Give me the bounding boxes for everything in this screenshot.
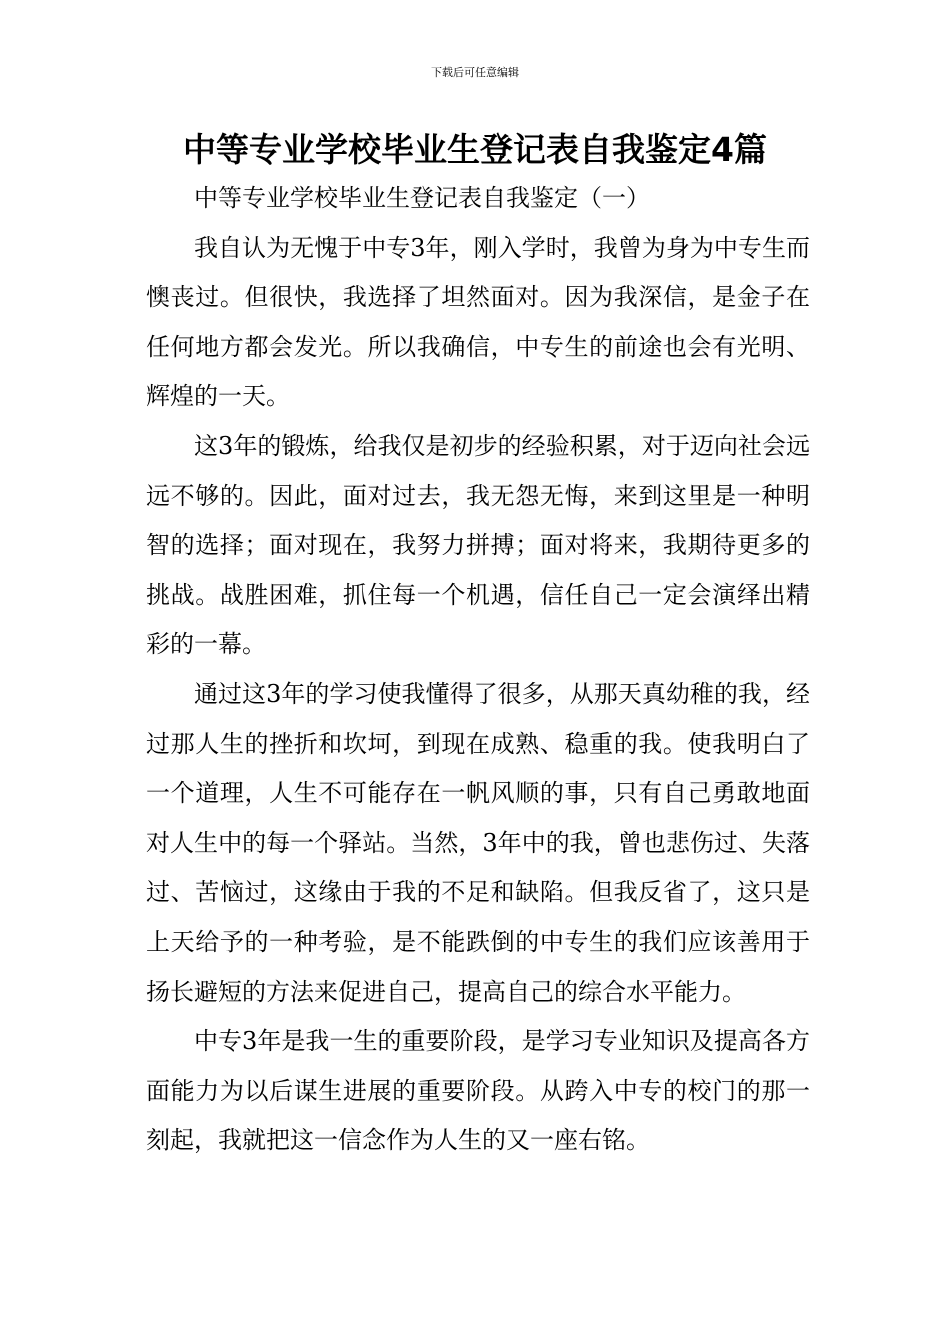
paragraph: 通过这3年的学习使我懂得了很多，从那天真幼稚的我，经过那人生的挫折和坎坷，到现在成熟、稳重的我。使我明白了一个道理，人生不可能存在一帆风顺的事，只有自己勇敢地面对人生中的每一个驿站。当然，3年中的我，曾也悲伤过、失落过、苦恼过，这缘由于我的不足和缺陷。但我反省了，这只是上天给予的一种考验，是不能跌倒的中专生的我们应该善用于扬长避短的方法来促进自己，提高自己的综合水平能力。: [146, 679, 810, 1006]
document-body: [146, 174, 810, 1166]
paragraph: 我自认为无愧于中专3年，刚入学时，我曾为身为中专生而懊丧过。但很快，我选择了坦然面对。因为我深信，是金子在任何地方都会发光。所以我确信，中专生的前途也会有光明、辉煌的一天。: [146, 233, 810, 411]
section-heading: 中等专业学校毕业生登记表自我鉴定（一）: [194, 184, 650, 212]
paragraph: 中专3年是我一生的重要阶段，是学习专业知识及提高各方面能力为以后谋生进展的重要阶段。从跨入中专的校门的那一刻起，我就把这一信念作为人生的又一座右铭。: [146, 1027, 810, 1155]
header-note: 下载后可任意编辑: [431, 66, 519, 79]
document-title: 中等专业学校毕业生登记表自我鉴定4篇: [183, 130, 767, 169]
paragraph: 这3年的锻炼，给我仅是初步的经验积累，对于迈向社会远远不够的。因此，面对过去，我无怨无悔，来到这里是一种明智的选择；面对现在，我努力拼搏；面对将来，我期待更多的挑战。战胜困难，抓住每一个机遇，信任自己一定会演绎出精彩的一幕。: [146, 431, 810, 659]
